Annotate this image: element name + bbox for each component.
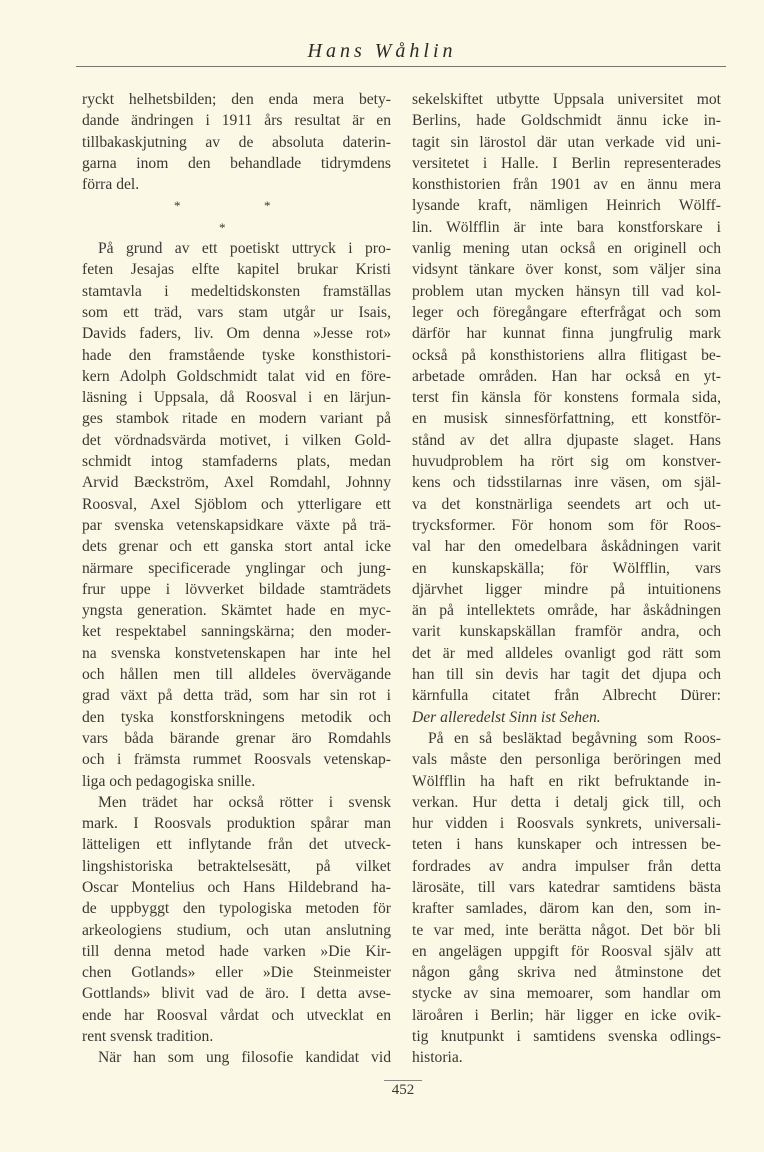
text-line: hur vidden i Roosvals synkrets, universali- xyxy=(412,815,721,833)
text-line: stamtavla i medeltidskonsten framställas xyxy=(82,282,391,300)
paragraph xyxy=(412,728,721,1069)
text-line: vidsynt tänkare över konst, som väljer sina xyxy=(412,261,721,279)
paragraph xyxy=(82,89,391,195)
text-line: en kunskapskälla; för Wölfflin, vars xyxy=(412,559,721,577)
text-line: Oscar Montelius och Hans Hildebrand ha- xyxy=(82,878,391,896)
text-line: det vördnadsvärda motivet, i vilken Gold- xyxy=(82,431,391,449)
text-line: Davids faders, liv. Om denna »Jesse rot» xyxy=(82,325,391,343)
text-line: ges stambok ritade en modern variant på xyxy=(82,410,391,428)
text-line: grad växt på detta träd, som har sin rot i xyxy=(82,687,391,705)
text-line: dets grenar och ett ganska stort antal icke xyxy=(82,538,391,556)
text-line: ket respektabel sanningskärna; den moder- xyxy=(82,623,391,641)
asterisk: * xyxy=(219,219,226,235)
text-line: också på konsthistoriens allra flitigast be- xyxy=(412,346,721,364)
text-line: leger och föregångare efterfrågat och som xyxy=(412,303,721,321)
text-line: lysande kraft, nämligen Heinrich Wölff- xyxy=(412,197,721,215)
text-line: krafter samlades, därom kan den, som in- xyxy=(412,900,721,918)
text-line: na svenska konstvetenskapen har inte hel xyxy=(82,644,391,662)
paragraph xyxy=(82,1047,391,1068)
section-separator xyxy=(82,217,391,238)
text-line: kens och tidsstilarnas inre väsen, om själ- xyxy=(412,474,721,492)
text-line: stycke av sina memoarer, som handlar om xyxy=(412,985,721,1003)
text-line: lingshistoriska betraktelsesätt, på vilket xyxy=(82,857,391,875)
text-line: historia. xyxy=(412,1049,463,1067)
text-line: läroåren i Berlin; här ligger en icke ovik- xyxy=(412,1006,721,1024)
paragraph xyxy=(412,89,721,707)
text-line: dande ändringen i 1911 års resultat är en xyxy=(82,112,391,130)
text-line: Der alleredelst Sinn ist Sehen. xyxy=(412,708,601,726)
page-number: 452 xyxy=(391,1082,415,1098)
text-line: en musisk sinnesförfattning, ett konstför- xyxy=(412,410,721,428)
text-line: vals måste den personliga beröringen med xyxy=(412,751,721,769)
text-line: Berlins, hade Goldschmidt ännu icke in- xyxy=(412,112,721,130)
text-line: frur uppe i lövverket bildade stamträdets xyxy=(82,580,391,598)
text-line: därför har kunnat finna jungfrulig mark xyxy=(412,325,721,343)
text-line: läsning i Uppsala, då Roosval i en lärjun- xyxy=(82,389,391,407)
text-line: Gottlands» blivit vad de äro. I detta avse- xyxy=(82,985,391,1003)
text-line: te var med, inte berätta något. Det bör bli xyxy=(412,921,721,939)
text-line: lin. Wölfflin är inte bara konstforskare i xyxy=(412,218,721,236)
text-line: arkeologiens studium, och utan anslutning xyxy=(82,921,391,939)
text-line: stånd av det allra djupaste slaget. Hans xyxy=(412,431,721,449)
paragraph xyxy=(82,238,391,792)
text-line: yngsta generation. Skämtet hade en myc- xyxy=(82,602,391,620)
text-line: en angelägen uppgift för Roosval själv att xyxy=(412,942,721,960)
asterisk: * xyxy=(174,198,181,214)
text-line: den tyska konstforskningens metodik och xyxy=(82,708,391,726)
text-line: När han som ung filosofie kandidat vid xyxy=(98,1049,391,1067)
text-line: än på intellektets område, har åskådningen xyxy=(412,602,721,620)
text-line: djärvhet ligger mindre på intuitionens xyxy=(412,580,721,598)
paragraph xyxy=(82,792,391,1048)
text-line: det är med alldeles ovanligt god rätt som xyxy=(412,644,721,662)
text-line: tillbakaskjutning av de absoluta daterin- xyxy=(82,133,391,151)
section-separator xyxy=(82,195,391,216)
text-line: till denna metod hade varken »Die Kir- xyxy=(82,942,391,960)
text-line: någon gång skriva ned åtminstone det xyxy=(412,964,721,982)
text-line: schmidt intog stamfaderns plats, medan xyxy=(82,453,391,471)
text-line: teten i hans kunskaper och intressen be- xyxy=(412,836,721,854)
text-line: vars båda bärande grenar äro Romdahls xyxy=(82,729,391,747)
text-line: par svenska vetenskapsidkare växte på trä- xyxy=(82,516,391,534)
text-line: verkan. Hur detta i detalj gick till, och xyxy=(412,793,721,811)
text-line: val har den omedelbara åskådningen varit xyxy=(412,538,721,556)
text-line: varit kunskapskällan framför andra, och xyxy=(412,623,721,641)
text-line: mark. I Roosvals produktion spårar man xyxy=(82,815,391,833)
text-line: tagit sin lärostol där utan verkade vid uni- xyxy=(412,133,721,151)
text-line: lärosäte, till vars katedrar samtidens bästa xyxy=(412,878,721,896)
right-column xyxy=(412,89,721,1069)
text-line: Roosval, Axel Sjöblom och ytterligare ett xyxy=(82,495,391,513)
text-line: och hållen men till alldeles övervägande xyxy=(82,666,391,684)
running-head: Hans Wåhlin xyxy=(307,40,457,62)
text-line: hade den framstående tyske konsthistori- xyxy=(82,346,391,364)
paragraph xyxy=(412,707,721,728)
text-line: På grund av ett poetiskt uttryck i pro- xyxy=(98,240,391,258)
text-line: trycksformer. För honom som för Roos- xyxy=(412,516,721,534)
text-line: och i främsta rummet Roosvals vetenskap- xyxy=(82,751,391,769)
text-line: sekelskiftet utbytte Uppsala universitet mot xyxy=(412,91,721,108)
text-line: huvudproblem ha rört sig om konstver- xyxy=(412,453,721,471)
page-number-rule xyxy=(384,1080,422,1081)
text-line: förra del. xyxy=(82,176,140,194)
text-line: de uppbyggt den typologiska metoden för xyxy=(82,900,391,918)
text-line: versitetet i Halle. I Berlin representerades xyxy=(412,154,721,172)
text-line: Men trädet har också rötter i svensk xyxy=(98,793,391,811)
text-line: lätteligen ett inflytande från det utveck- xyxy=(82,836,391,854)
text-line: På en så besläktad begåvning som Roos- xyxy=(428,729,721,747)
text-line: feten Jesajas elfte kapitel brukar Kristi xyxy=(82,261,391,279)
text-line: fordrades av andra impulser från detta xyxy=(412,857,721,875)
text-line: Wölfflin ha haft en rikt befruktande in- xyxy=(412,772,721,790)
text-line: ryckt helhetsbilden; den enda mera bety- xyxy=(82,91,391,108)
text-line: liga och pedagogiska snille. xyxy=(82,772,256,790)
text-line: vanlig mening utan också en originell och xyxy=(412,240,721,258)
text-line: ende har Roosval vårdat och utvecklat en xyxy=(82,1006,391,1024)
text-line: tig knutpunkt i samtidens svenska odlings- xyxy=(412,1028,721,1046)
text-line: Arvid Bæckström, Axel Romdahl, Johnny xyxy=(82,474,391,492)
text-line: garna inom den behandlade tidrymdens xyxy=(82,154,391,172)
asterisk: * xyxy=(264,198,271,214)
text-line: konsthistorien från 1901 av en ännu mera xyxy=(412,176,721,194)
text-line: problem utan mycken hänsyn till vad kol- xyxy=(412,282,721,300)
text-line: chen Gotlands» eller »Die Steinmeister xyxy=(82,964,391,982)
left-column xyxy=(82,89,391,1069)
text-line: närmare specificerade ynglingar och jung- xyxy=(82,559,391,577)
header-rule xyxy=(76,66,726,67)
text-line: va det konstnärliga seendets art och ut- xyxy=(412,495,721,513)
text-line: som ett träd, vars stam utgår ur Isais, xyxy=(82,303,391,321)
text-line: arbetade områden. Han har också en yt- xyxy=(412,367,721,385)
text-line: terst fin känsla för konstens formala sida, xyxy=(412,389,721,407)
text-line: kärnfulla citatet från Albrecht Dürer: xyxy=(412,687,721,705)
text-line: rent svensk tradition. xyxy=(82,1028,214,1046)
text-line: han till sin devis har tagit det djupa och xyxy=(412,666,721,684)
text-line: kern Adolph Goldschmidt talat vid en före- xyxy=(82,367,391,385)
